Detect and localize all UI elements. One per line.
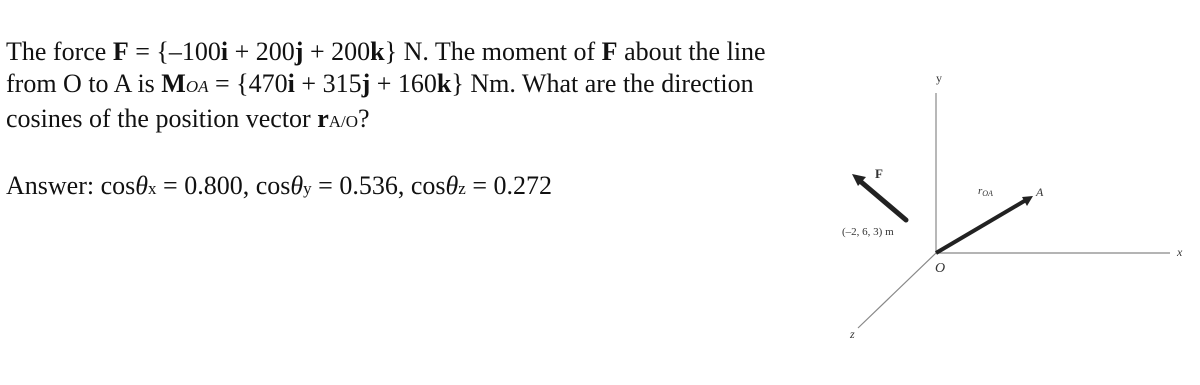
point-coordinate-label: (–2, 6, 3) m (842, 226, 894, 238)
unit-vector-k: k (436, 69, 452, 98)
moment-symbol: M (161, 69, 186, 98)
unit-vector-j: j (361, 69, 371, 98)
point-a-label: A (1036, 185, 1044, 199)
position-vector-oa (936, 200, 1026, 253)
cos-text: cos (255, 171, 291, 200)
text-segment: + 160 (370, 69, 437, 98)
theta-symbol: θ (135, 171, 149, 200)
answer-label: Answer: (6, 171, 101, 200)
cos-y-value: = 0.536, (311, 171, 411, 200)
text-segment: ? (358, 104, 370, 133)
unit-vector-i: i (287, 69, 295, 98)
origin-label: O (935, 261, 946, 276)
text-segment: = {–100 (128, 37, 221, 66)
position-vector-symbol: r (317, 104, 329, 133)
x-axis-label: x (1177, 245, 1183, 259)
y-subscript: y (303, 179, 312, 198)
unit-vector-i: i (220, 37, 229, 66)
text-segment: + 200 (303, 37, 371, 66)
z-subscript: z (458, 179, 466, 198)
text-segment: cosines of the position vector (6, 104, 318, 133)
diagram-svg (830, 60, 1200, 380)
force-symbol: F (601, 37, 618, 66)
z-axis-label: z (850, 327, 855, 341)
cos-text: cos (410, 171, 446, 200)
unit-vector-k: k (370, 37, 385, 66)
theta-symbol: θ (445, 171, 459, 200)
force-label: F (875, 166, 883, 181)
problem-line-2 (6, 68, 836, 103)
y-axis-label: y (936, 71, 942, 85)
problem-line-1 (6, 36, 836, 68)
cos-x-value: = 0.800, (156, 171, 256, 200)
position-vector-subscript: A/O (328, 112, 359, 131)
position-vector-label: rOA (978, 185, 993, 198)
force-symbol: F (112, 37, 129, 66)
text-segment: about the line (617, 37, 766, 66)
answer-line (6, 170, 552, 205)
problem-statement (6, 36, 836, 138)
force-vector (860, 181, 906, 220)
text-segment: + 200 (228, 37, 295, 66)
theta-symbol: θ (290, 171, 304, 200)
unit-vector-j: j (294, 37, 304, 66)
text-segment: = {470 (208, 69, 288, 98)
z-axis-line (858, 253, 936, 328)
moment-subscript: OA (185, 77, 209, 96)
x-subscript: x (148, 179, 157, 198)
cos-z-value: = 0.272 (465, 171, 553, 200)
text-segment: The force (6, 37, 113, 66)
text-segment: + 315 (294, 69, 362, 98)
cos-text: cos (100, 171, 136, 200)
vector-diagram (830, 60, 1200, 380)
text-segment: from O to A is (6, 69, 162, 98)
text-segment: } Nm. What are the direction (451, 69, 754, 98)
text-segment: } N. The moment of (384, 37, 602, 66)
problem-line-3 (6, 103, 836, 138)
